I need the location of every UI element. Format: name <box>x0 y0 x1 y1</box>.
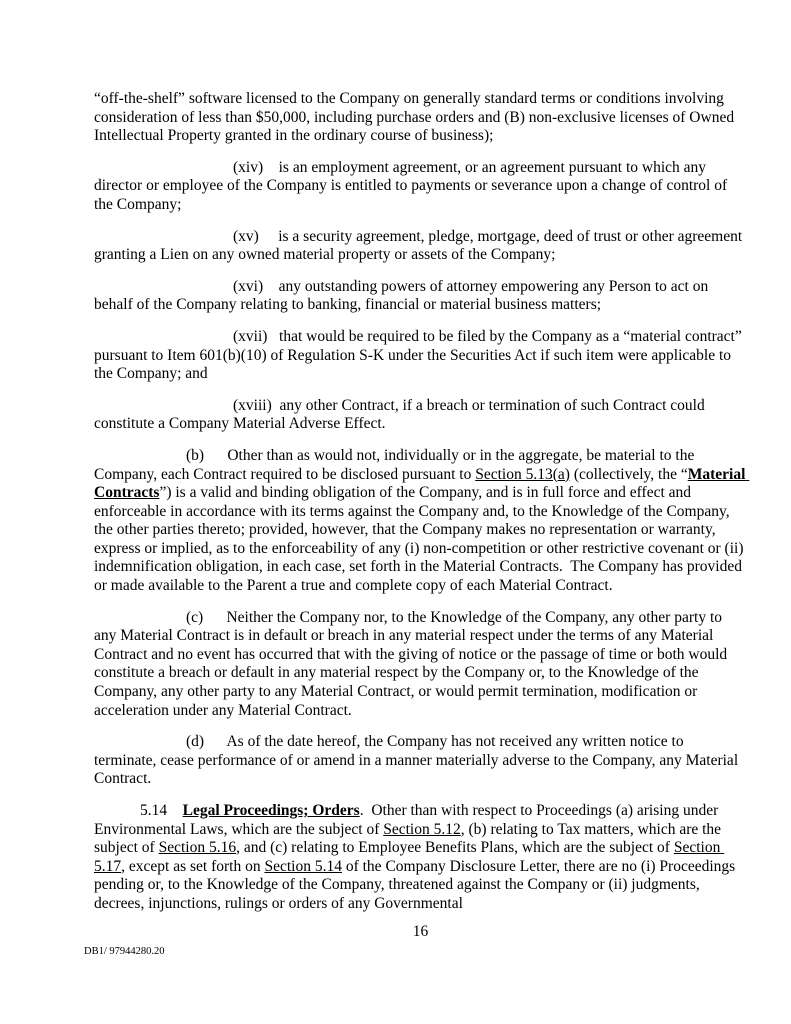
text-run: (xv) is a security agreement, pledge, mortgage, deed of trust or other agreement granting a Lien on any owned material property or assets of the Company; <box>94 227 747 264</box>
text-run: “off-the-shelf” software licensed to the Company on generally standard terms or conditions involving consideration of less than $50,000, including purchase orders and (B) non-exclusive licenses of Owned Intellectual Property granted in the ordinary course of business); <box>94 90 738 145</box>
text-run: , except as set forth on <box>121 857 265 875</box>
text-run: ”) is a valid and binding obligation of the Company, and is in full force and effect and enforceable in accordance with its terms against the Company and, to the Knowledge of the Company, the other parties thereto; provided, however, that the Company makes no representation or warranty, express or implied, as to the enforceability of any (i) non-competition or other restrictive covenant or (ii) indemnification obligation, in each case, set forth in the Material Contracts. The Company has provided or made available to the Parent a true and complete copy of each Material Contract. <box>94 484 748 595</box>
paragraph-clause-xvii <box>94 328 747 384</box>
text-run: (c) Neither the Company nor, to the Knowledge of the Company, any other party to any Material Contract is in default or breach in any material respect under the terms of any Material Contract and no event has occurred that with the giving of notice or the passage of time or both would constitute a breach or default in any material respect by the Company or, to the Knowledge of the Company, any other party to any Material Contract, or would permit termination, modification or acceleration under any Material Contract. <box>94 608 732 719</box>
text-run: (collectively, the “ <box>569 465 688 483</box>
text-run: (xviii) any other Contract, if a breach or termination of such Contract could constitute a Company Material Adverse Effect. <box>94 396 709 433</box>
text-run: Material Contracts <box>94 465 750 502</box>
text-run: , (b) relating to Tax matters, which are the subject of <box>94 820 725 857</box>
text-run: (b) Other than as would not, individually or in the aggregate, be material to the Company, each Contract required to be disclosed pursuant to <box>94 446 699 483</box>
text-run: (xvii) that would be required to be filed by the Company as a “material contract” pursuant to Item 601(b)(10) of Regulation S-K under the Securities Act if such item were applicable to the Company; and <box>94 327 746 383</box>
text-run: 5.14 <box>140 802 183 819</box>
paragraph-subsection-d <box>94 733 747 789</box>
text-run: (d) As of the date hereof, the Company has not received any written notice to terminate, cease performance of or amend in a manner materially adverse to the Company, any Material Contract. <box>94 733 742 788</box>
text-run: Section 5.12 <box>383 820 461 838</box>
document-id-footer: DB1/ 97944280.20 <box>84 946 165 957</box>
text-run: , and (c) relating to Employee Benefits Plans, which are the subject of <box>236 839 674 857</box>
text-run: Section 5.14 <box>264 857 342 875</box>
paragraph-clause-xiv <box>94 159 747 215</box>
paragraph-subsection-b <box>94 446 750 596</box>
text-run: (xvi) any outstanding powers of attorney empowering any Person to act on behalf of the Company relating to banking, financial or material business matters; <box>94 277 713 314</box>
page-number: 16 <box>412 922 429 940</box>
text-run: (xiv) is an employment agreement, or an agreement pursuant to which any director or employee of the Company is entitled to payments or severance upon a change of control of the Company; <box>94 158 732 213</box>
text-run: Section 5.17 <box>94 839 725 875</box>
paragraph-clause-xviii <box>94 397 747 434</box>
paragraph-section-5-14-legal-proceedings <box>94 802 747 914</box>
paragraph-clause-xvi <box>94 278 747 315</box>
text-run: Legal Proceedings; Orders <box>182 802 360 819</box>
paragraph-continuation-offtheshelf <box>94 90 747 146</box>
text-run: Section 5.16 <box>158 839 237 857</box>
paragraph-subsection-c <box>94 609 747 721</box>
text-run: Section 5.13(a) <box>475 465 570 483</box>
text-run: . Other than with respect to Proceedings (a) arising under Environmental Laws, which are the subject of <box>94 802 723 838</box>
text-run: of the Company Disclosure Letter, there are no (i) Proceedings pending or, to the Knowledge of the Company, threatened against the Company or (ii) judgments, decrees, injunctions, rulings or orders of any Governmental <box>94 857 740 912</box>
paragraph-clause-xv <box>94 228 747 265</box>
